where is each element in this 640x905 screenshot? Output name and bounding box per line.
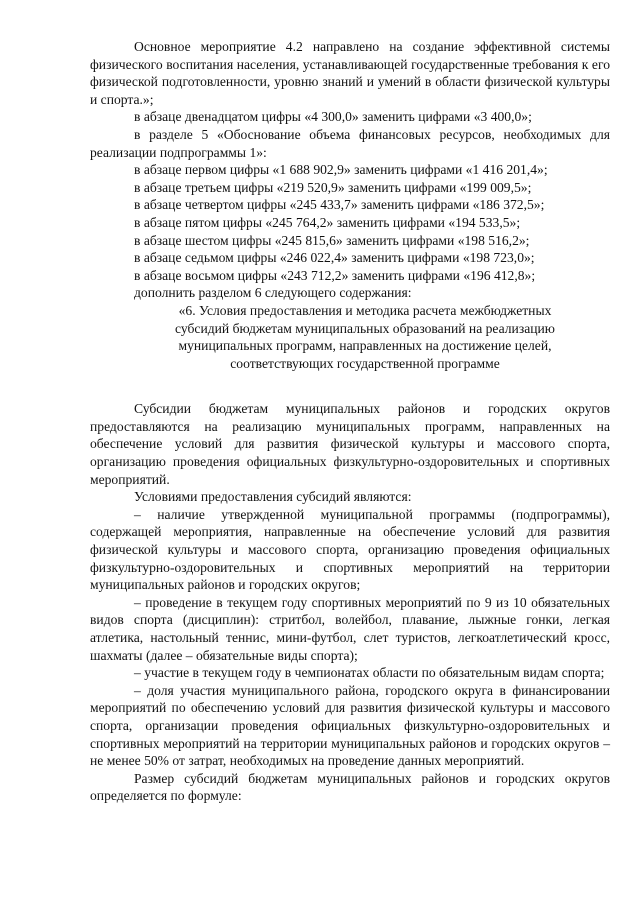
condition-item: – доля участия муниципального района, городского округа в финансировании мероприятий по обеспечению условий для развития физической культуры и массового спорта, организации проведения официальных физкультурно-оздоровительных и спортивных мероприятий на территории муниципальных районов и городских округов – не менее 50% от затрат, необходимых на проведение данных мероприятий. <box>90 682 610 769</box>
heading-line: субсидий бюджетам муниципальных образований на реализацию <box>175 320 555 336</box>
document-page <box>90 38 610 805</box>
replacement-item: в абзаце пятом цифры «245 764,2» заменить цифрами «194 533,5»; <box>134 214 521 230</box>
conditions-title: Условиями предоставления субсидий являются: <box>134 489 412 505</box>
condition-item: – проведение в текущем году спортивных мероприятий по 9 из 10 обязательных видов спорта (дисциплин): стритбол, волейбол, плавание, лыжные гонки, легкая атлетика, настольный теннис, мини-футбол, слет туристов, легкоатлетический кросс, шахматы (далее – обязательные виды спорта); <box>90 594 610 663</box>
section6-heading <box>90 302 610 372</box>
heading-line: соответствующих государственной программе <box>230 355 500 371</box>
intro-paragraph: Основное мероприятие 4.2 направлено на создание эффективной системы физического воспитания населения, устанавливающей государственные требования к его физической подготовленности, уровню знаний и умений в области физической культуры и спорта.»; <box>90 39 610 107</box>
replacement-item: в абзаце шестом цифры «245 815,6» заменить цифрами «198 516,2»; <box>134 232 530 248</box>
replacement-item: в абзаце седьмом цифры «246 022,4» заменить цифрами «198 723,0»; <box>134 250 535 266</box>
condition-item: – участие в текущем году в чемпионатах области по обязательным видам спорта; <box>134 665 605 681</box>
subsidy-size-paragraph: Размер субсидий бюджетам муниципальных районов и городских округов определяется по формуле: <box>90 770 610 804</box>
replacement-item: в абзаце первом цифры «1 688 902,9» заменить цифрами «1 416 201,4»; <box>134 162 548 178</box>
paragraph-twelfth-amendment: в абзаце двенадцатом цифры «4 300,0» заменить цифрами «3 400,0»; <box>134 109 532 125</box>
replacement-item: в абзаце четвертом цифры «245 433,7» заменить цифрами «186 372,5»; <box>134 197 545 213</box>
section5-amendment: в разделе 5 «Обоснование объема финансовых ресурсов, необходимых для реализации подпрограммы 1»: <box>90 126 610 160</box>
spacer <box>90 372 610 400</box>
replacement-item: в абзаце восьмом цифры «243 712,2» заменить цифрами «196 412,8»; <box>134 267 536 283</box>
heading-line: «6. Условия предоставления и методика расчета межбюджетных <box>178 302 552 318</box>
add-section-item: дополнить разделом 6 следующего содержания: <box>134 285 412 301</box>
heading-line: муниципальных программ, направленных на достижение целей, <box>178 338 552 354</box>
condition-item: – наличие утвержденной муниципальной программы (подпрограммы), содержащей мероприятия, направленные на обеспечение условий для развития физической культуры и массового спорта, организацию проведения официальных физкультурно-оздоровительных и спортивных мероприятий на территории муниципальных районов и городских округов; <box>90 506 610 593</box>
replacement-item: в абзаце третьем цифры «219 520,9» заменить цифрами «199 009,5»; <box>134 179 532 195</box>
subsidies-paragraph: Субсидии бюджетам муниципальных районов и городских округов предоставляются на реализацию муниципальных программ, направленных на обеспечение условий для развития физической культуры и массового спорта, организацию проведения официальных физкультурно-оздоровительных и спортивных мероприятий. <box>90 401 610 487</box>
